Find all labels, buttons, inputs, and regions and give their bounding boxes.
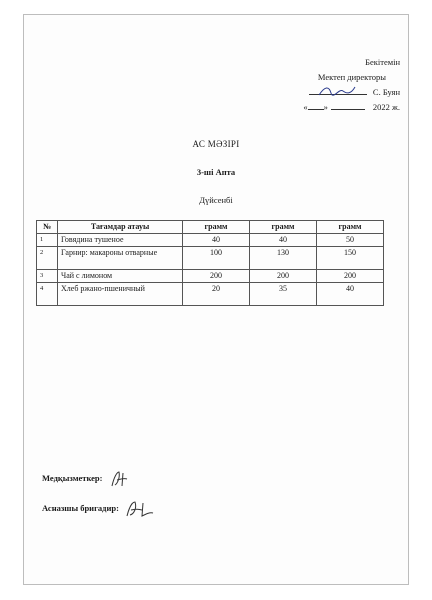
approval-date: « » 2022 ж. [303, 102, 400, 112]
signature-icon [317, 84, 357, 98]
date-year: 2022 ж. [372, 102, 400, 112]
nurse-label: Медқызметкер: [42, 472, 103, 483]
nurse-signature-icon [109, 469, 131, 489]
table-header-row [37, 221, 384, 234]
approval-signer-line [230, 85, 400, 100]
nurse-signature-line [42, 469, 131, 489]
brigadier-signature-line [42, 499, 155, 519]
header-gram-2: грамм [250, 221, 317, 234]
director-signature [309, 94, 367, 95]
header-gram-1: грамм [183, 221, 250, 234]
document-title: АС МӘЗІРІ [192, 139, 240, 149]
week-label: 3-ші Апта [196, 167, 236, 177]
header-dish: Тағамдар атауы [58, 221, 183, 234]
header-num: № [37, 221, 58, 234]
menu-document [23, 14, 409, 585]
approval-position: Мектеп директоры [317, 72, 386, 82]
signer-name: С. Буян [372, 87, 400, 97]
header-gram-3: грамм [317, 221, 384, 234]
brigadier-label: Асназшы бригадир: [42, 502, 119, 513]
brigadier-signature-icon [125, 499, 155, 519]
approval-block [230, 55, 400, 115]
date-day-blank [308, 109, 324, 110]
table-row: 1 Говядина тушеное 40 40 50 [37, 234, 384, 247]
table-row: 4 Хлеб ржано-пшеничный 20 35 40 [37, 283, 384, 306]
menu-table [36, 220, 384, 306]
table-row: 3 Чай с лимоном 200 200 200 [37, 270, 384, 283]
date-month-blank [331, 109, 365, 110]
table-row: 2 Гарнир: макароны отварные 100 130 150 [37, 247, 384, 270]
approval-title: Бекітемін [365, 57, 400, 67]
day-label: Дүйсенбі [199, 195, 233, 205]
